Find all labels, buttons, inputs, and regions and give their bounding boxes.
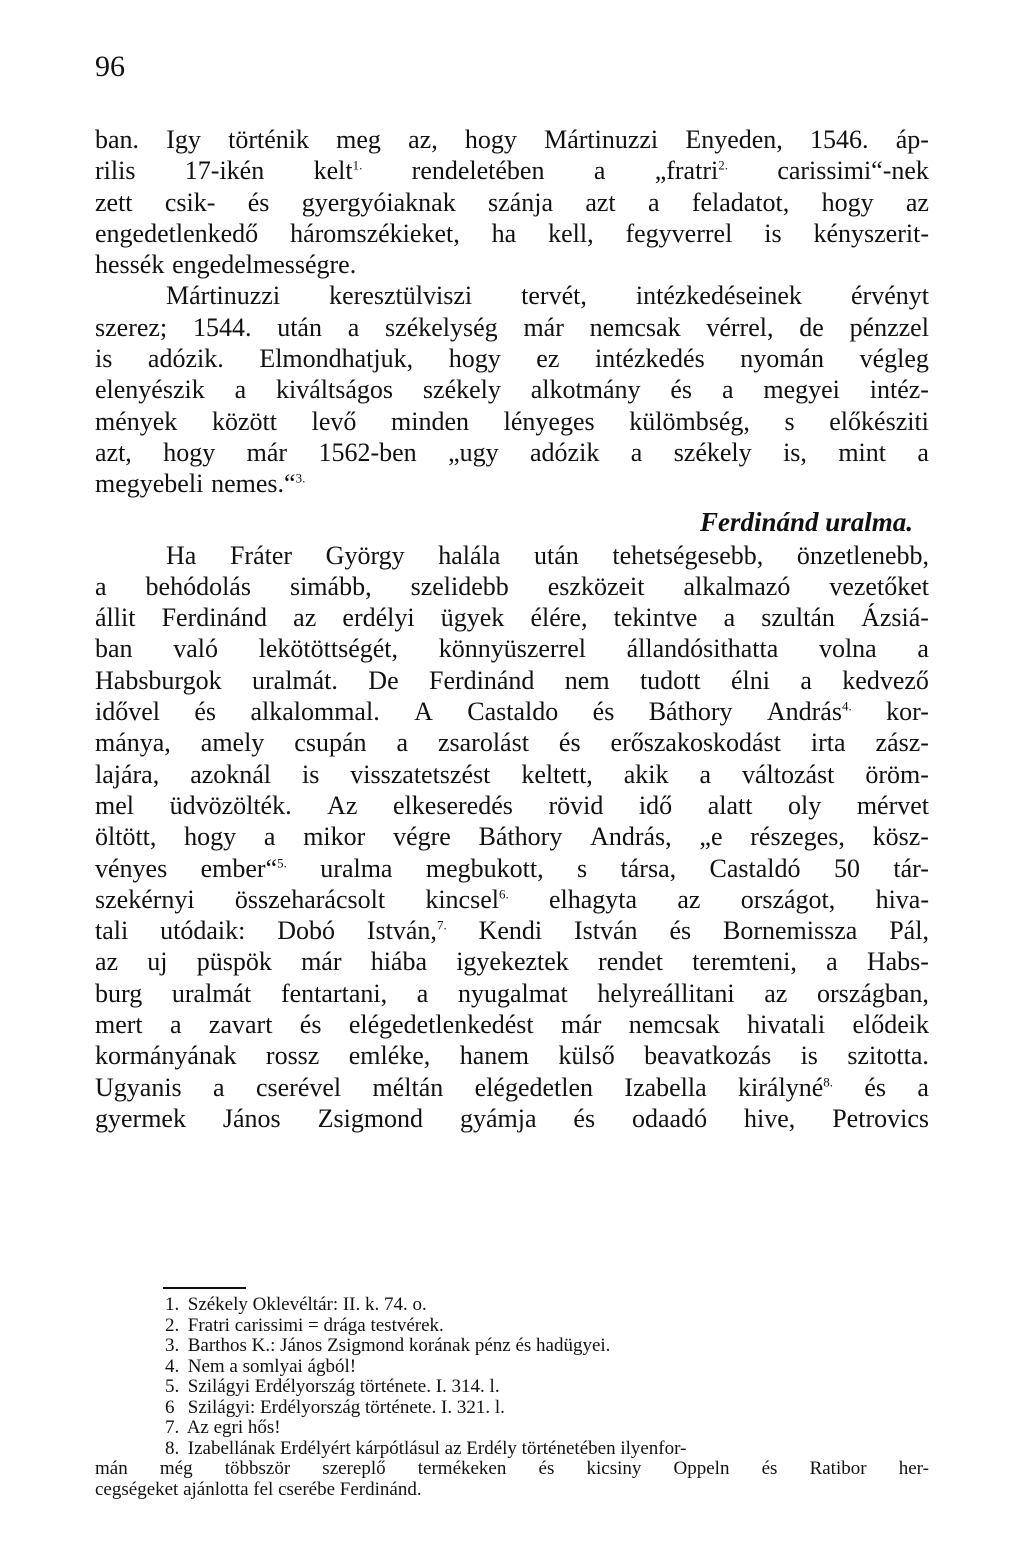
- footnote: 6 Szilágyi: Erdélyország története. I. 321. l.: [165, 1396, 505, 1418]
- word: Báthory: [478, 822, 563, 852]
- word: erdélyi: [342, 603, 415, 633]
- word: a: [416, 978, 429, 1008]
- text-line: [95, 665, 929, 696]
- text-line: [95, 218, 929, 249]
- footnote: 4. Nem a somlyai ágból!: [165, 1355, 357, 1377]
- word: azoknál: [190, 759, 272, 789]
- word: való: [173, 634, 218, 664]
- word: keresztülviszi: [329, 281, 473, 311]
- word: csik-: [164, 187, 216, 217]
- word: hogy: [448, 344, 501, 374]
- word: már: [560, 1010, 602, 1040]
- word: Petrovics: [832, 1103, 929, 1133]
- text-line: megyebeli nemes.“$^{3.}$: [95, 469, 306, 499]
- word: alatt: [707, 790, 753, 820]
- word: székelység: [385, 312, 498, 342]
- word: a: [95, 571, 107, 601]
- text-line: [95, 437, 929, 468]
- word: már: [246, 437, 288, 467]
- text-line: [95, 1103, 929, 1134]
- word: országban,: [817, 978, 929, 1008]
- word: Az: [327, 790, 358, 820]
- word: az,: [408, 125, 438, 154]
- word: gyámja: [459, 1103, 537, 1133]
- word: alkotmány: [530, 375, 641, 405]
- word: öltött,: [95, 822, 157, 852]
- word: mel: [95, 790, 134, 820]
- word: az: [764, 978, 788, 1008]
- text-line: Ugyanis a cserével méltán elégedetlen Izabella királyné$^{8.}$ és a: [95, 1072, 929, 1102]
- word: zett: [95, 187, 133, 217]
- word: lekötöttségét,: [258, 634, 399, 664]
- text-line: [95, 821, 929, 852]
- footnote-continuation: [95, 1459, 929, 1480]
- text-line: idővel és alkalommal. A Castaldo és Báthory András$^{4.}$ kor-: [95, 697, 929, 727]
- word: azt,: [95, 437, 132, 467]
- text-line: [95, 540, 929, 571]
- word: Habsburgok: [95, 665, 222, 695]
- word: mert: [95, 1010, 143, 1040]
- word: uralmát: [171, 978, 252, 1008]
- word: odaadó: [632, 1103, 708, 1133]
- word: csupán: [294, 728, 367, 758]
- word: Elmondhatjuk,: [259, 344, 414, 374]
- word: kicsiny: [586, 1458, 642, 1479]
- word: irta: [810, 728, 846, 758]
- word: intéz-: [869, 375, 929, 405]
- word: a: [630, 437, 643, 467]
- word: teremteni,: [692, 947, 797, 977]
- word: erőszakoskodást: [610, 728, 781, 758]
- word: és: [670, 375, 693, 405]
- word: az: [293, 603, 317, 633]
- text-line: vényes ember“$^{5.}$ uralma megbukott, s társa, Castaldó 50 tár-: [95, 853, 929, 883]
- word: engedelmességre.: [172, 250, 357, 280]
- word: önzetlenebb,: [796, 540, 929, 570]
- word: kedvező: [842, 665, 929, 695]
- word: igyekeztek: [456, 947, 569, 977]
- footnote-mark: 7.: [436, 917, 447, 933]
- word: is: [764, 218, 782, 248]
- word: her-: [898, 1458, 929, 1479]
- word: a: [826, 947, 838, 977]
- footnote-mark: 5.: [277, 854, 287, 870]
- paragraph-3: [95, 540, 929, 1135]
- word: szánja: [488, 187, 554, 217]
- text-line: [95, 312, 929, 343]
- word: szultán: [761, 603, 835, 633]
- word: lényeges: [503, 406, 595, 436]
- word: részeges,: [750, 822, 845, 852]
- word: 1544.: [192, 312, 252, 342]
- word: Ferdinánd: [161, 603, 268, 633]
- word: Zsigmond: [317, 1103, 424, 1133]
- word: kell,: [548, 218, 594, 248]
- word: alkalmazó: [683, 571, 791, 601]
- word: is,: [783, 437, 807, 467]
- word: és: [247, 187, 270, 217]
- word: volna: [818, 634, 877, 664]
- word: élére,: [530, 603, 588, 633]
- paragraph-2: [95, 280, 929, 499]
- footnote: 1. Székely Oklevéltár: II. k. 74. o.: [165, 1294, 427, 1315]
- word: emléke,: [348, 1041, 431, 1071]
- text-line: tali utódaik: Dobó István,$^{7.}$ Kendi István és Bornemissza Pál,: [95, 916, 929, 946]
- word: ha: [491, 218, 517, 248]
- word: szitotta.: [847, 1041, 929, 1071]
- word: burg: [95, 978, 143, 1008]
- footnote-mark: 3.: [295, 470, 306, 486]
- word: háromszékieket,: [290, 218, 460, 248]
- word: a: [396, 728, 408, 758]
- word: elégedetlenkedést: [348, 1010, 534, 1040]
- footnote-continuation: cegségeket ajánlotta fel cserébe Ferdinánd.: [95, 1478, 422, 1500]
- word: uralmát.: [252, 665, 338, 695]
- word: Igy: [166, 125, 201, 154]
- page-number: 96: [95, 50, 125, 83]
- word: vezetőket: [829, 571, 929, 601]
- word: könnyüszerrel: [438, 634, 586, 664]
- word: után: [533, 540, 579, 570]
- text-line: [95, 946, 929, 977]
- word: a: [699, 759, 712, 789]
- word: között: [211, 406, 277, 436]
- word: behódolás: [145, 571, 251, 601]
- word: mikor: [303, 822, 366, 852]
- word: történik: [228, 125, 309, 154]
- word: szerez;: [95, 312, 168, 342]
- word: előkésziti: [829, 406, 929, 436]
- footnotes: [95, 1295, 929, 1500]
- word: hogy: [184, 822, 237, 852]
- section-heading: Ferdinánd uralma.: [699, 506, 913, 537]
- word: is: [301, 759, 320, 789]
- word: megyei: [763, 375, 840, 405]
- word: vérrel,: [706, 312, 774, 342]
- word: halála: [438, 540, 501, 570]
- word: fegyverrel: [625, 218, 733, 248]
- word: nem: [564, 665, 610, 695]
- word: a: [723, 603, 736, 633]
- word: Habs-: [866, 947, 929, 977]
- text-line: [95, 343, 929, 374]
- word: idő: [638, 790, 673, 820]
- text-line: [95, 124, 929, 155]
- word: eszközeit: [547, 571, 645, 601]
- text-line: [95, 727, 929, 758]
- word: ban.: [95, 125, 140, 154]
- word: végre: [393, 822, 451, 852]
- word: hogy: [821, 187, 874, 217]
- word: kiváltságos: [276, 375, 394, 405]
- word: Mártinuzzi: [544, 125, 659, 154]
- word: András,: [590, 822, 672, 852]
- word: mények: [95, 406, 178, 436]
- word: amely: [200, 728, 265, 758]
- text-line: [95, 633, 929, 664]
- word: többször: [224, 1458, 291, 1479]
- word: zavart: [208, 1010, 273, 1040]
- word: és: [558, 728, 581, 758]
- word: Enyeden,: [685, 125, 783, 154]
- text-line: [95, 187, 929, 218]
- footnote-mark: 4.: [841, 698, 852, 714]
- word: is: [95, 344, 113, 374]
- word: külső: [558, 1041, 615, 1071]
- word: és: [538, 1458, 555, 1479]
- word: elődeik: [852, 1010, 929, 1040]
- word: még: [159, 1458, 193, 1479]
- word: tekintve: [613, 603, 698, 633]
- word: Ha: [166, 540, 197, 570]
- footnote-mark: 6.: [498, 886, 509, 902]
- word: adózik.: [147, 344, 224, 374]
- word: levő: [311, 406, 357, 436]
- word: tudott: [639, 665, 701, 695]
- word: s: [784, 406, 795, 436]
- word: mán: [95, 1458, 128, 1479]
- word: nemcsak: [628, 1010, 720, 1040]
- word: György: [325, 540, 405, 570]
- word: helyreállitani: [597, 978, 735, 1008]
- word: János: [222, 1103, 281, 1133]
- word: kényszerit-: [813, 218, 929, 248]
- word: lajára,: [95, 759, 160, 789]
- word: az: [905, 187, 929, 217]
- word: püspök: [196, 947, 272, 977]
- footnote: 3. Barthos K.: János Zsigmond korának pénz és hadügyei.: [165, 1335, 611, 1356]
- word: 1546.: [810, 125, 869, 154]
- word: ban: [95, 634, 133, 664]
- word: a: [800, 665, 812, 695]
- word: nyomán: [740, 344, 825, 374]
- word: hanem: [459, 1041, 530, 1071]
- word: De: [368, 665, 399, 695]
- word: zsarolást: [437, 728, 529, 758]
- footnote: 8. Izabellának Erdélyért kárpótlásul az Erdély történetében ilyenfor-: [165, 1437, 687, 1459]
- word: hivatali: [747, 1010, 826, 1040]
- word: hogy: [163, 437, 216, 467]
- text-line: rilis 17-ikén kelt$^{1.}$ rendeletében a „fratri$^{2.}$ carissimi“-nek: [95, 156, 929, 186]
- text-line: [95, 759, 929, 790]
- word: a: [917, 634, 929, 664]
- text-line: [95, 1040, 929, 1071]
- word: feladatot,: [691, 187, 790, 217]
- word: a: [721, 375, 734, 405]
- word: rövid: [548, 790, 604, 820]
- word: akik: [623, 759, 669, 789]
- word: „e: [699, 822, 723, 852]
- footnote-mark: 2.: [718, 157, 728, 173]
- word: zász-: [875, 728, 929, 758]
- word: mint: [838, 437, 886, 467]
- word: meg: [336, 125, 381, 154]
- paragraph-1: [95, 124, 929, 280]
- footnote-mark: 1.: [352, 157, 363, 173]
- word: hogy: [464, 125, 517, 154]
- word: Ferdinánd: [429, 665, 535, 695]
- word: öröm-: [865, 759, 929, 789]
- word: Ázsiá-: [861, 603, 929, 633]
- word: mánya,: [95, 728, 171, 758]
- word: hive,: [744, 1103, 796, 1133]
- body-text: [95, 124, 929, 1134]
- text-line: [95, 249, 929, 280]
- word: simább,: [289, 571, 372, 601]
- text-line: [95, 790, 929, 821]
- word: oly: [788, 790, 822, 820]
- word: nyugalmat: [457, 978, 568, 1008]
- word: „ugy: [448, 437, 499, 467]
- footnote-mark: 8.: [823, 1073, 833, 1089]
- word: intézkedés: [594, 344, 705, 374]
- word: a: [234, 375, 247, 405]
- word: hiába: [370, 947, 427, 977]
- word: hessék: [95, 250, 165, 280]
- word: a: [170, 1010, 182, 1040]
- word: tehetségesebb,: [612, 540, 764, 570]
- word: intézkedéseinek: [635, 281, 802, 311]
- word: és: [573, 1103, 596, 1133]
- word: fentartani,: [280, 978, 388, 1008]
- word: székely: [422, 375, 501, 405]
- word: tervét,: [521, 281, 587, 311]
- word: állit: [95, 603, 136, 633]
- word: minden: [391, 406, 469, 436]
- word: de: [799, 312, 824, 342]
- text-line: [95, 406, 929, 437]
- text-line: [95, 978, 929, 1009]
- text-line: szekérnyi összeharácsolt kincsel$^{6.}$ elhagyta az országot, hiva-: [95, 884, 929, 914]
- word: azt: [585, 187, 616, 217]
- word: változást: [741, 759, 835, 789]
- word: elkeseredés: [393, 790, 513, 820]
- word: kösz-: [872, 822, 929, 852]
- word: állandósithatta: [626, 634, 779, 664]
- word: 1562-ben: [318, 437, 417, 467]
- word: nemcsak: [589, 312, 681, 342]
- text-line: [95, 1009, 929, 1040]
- word: szereplő: [322, 1458, 386, 1479]
- word: termékeken: [417, 1458, 507, 1479]
- footnote: 7. Az egri hős!: [165, 1417, 281, 1438]
- word: gyermek: [95, 1103, 186, 1133]
- word: után: [277, 312, 322, 342]
- word: már: [523, 312, 564, 342]
- footnote: 5. Szilágyi Erdélyország története. I. 314. l.: [165, 1376, 500, 1397]
- word: mérvet: [856, 790, 929, 820]
- word: a: [263, 822, 276, 852]
- word: Fráter: [229, 540, 293, 570]
- word: és: [761, 1458, 778, 1479]
- text-line: [95, 374, 929, 405]
- word: kormányának: [95, 1041, 237, 1071]
- word: a: [647, 187, 660, 217]
- word: székely: [673, 437, 752, 467]
- word: gyergyóiaknak: [301, 187, 456, 217]
- word: és: [299, 1010, 322, 1040]
- word: rendet: [598, 947, 663, 977]
- word: az: [95, 947, 119, 977]
- word: ez: [536, 344, 560, 374]
- text-line: [95, 280, 929, 311]
- word: beavatkozás: [644, 1041, 772, 1071]
- word: már: [301, 947, 342, 977]
- word: Mártinuzzi: [166, 281, 281, 311]
- text-line: [95, 571, 929, 602]
- word: rossz: [265, 1041, 320, 1071]
- word: Oppeln: [673, 1458, 730, 1479]
- text-line: [95, 602, 929, 633]
- word: elenyészik: [95, 375, 205, 405]
- word: érvényt: [851, 281, 929, 311]
- word: a: [917, 437, 929, 467]
- footnote: 2. Fratri carissimi = drága testvérek.: [165, 1314, 444, 1336]
- word: üdvözölték.: [169, 790, 292, 820]
- word: a: [347, 312, 360, 342]
- word: élni: [730, 665, 770, 695]
- word: is: [800, 1041, 818, 1071]
- word: ügyek: [440, 603, 505, 633]
- word: Ratibor: [809, 1458, 867, 1479]
- footnote-divider: [163, 1287, 246, 1289]
- word: áp-: [895, 125, 929, 154]
- word: keltett,: [521, 759, 593, 789]
- word: adózik: [530, 437, 600, 467]
- word: engedetlenkedő: [95, 218, 259, 248]
- word: szelidebb: [410, 571, 509, 601]
- word: uj: [147, 947, 168, 977]
- word: visszatetszést: [350, 759, 491, 789]
- word: külömbség,: [629, 406, 750, 436]
- word: végleg: [859, 344, 929, 374]
- word: pénzzel: [849, 312, 929, 342]
